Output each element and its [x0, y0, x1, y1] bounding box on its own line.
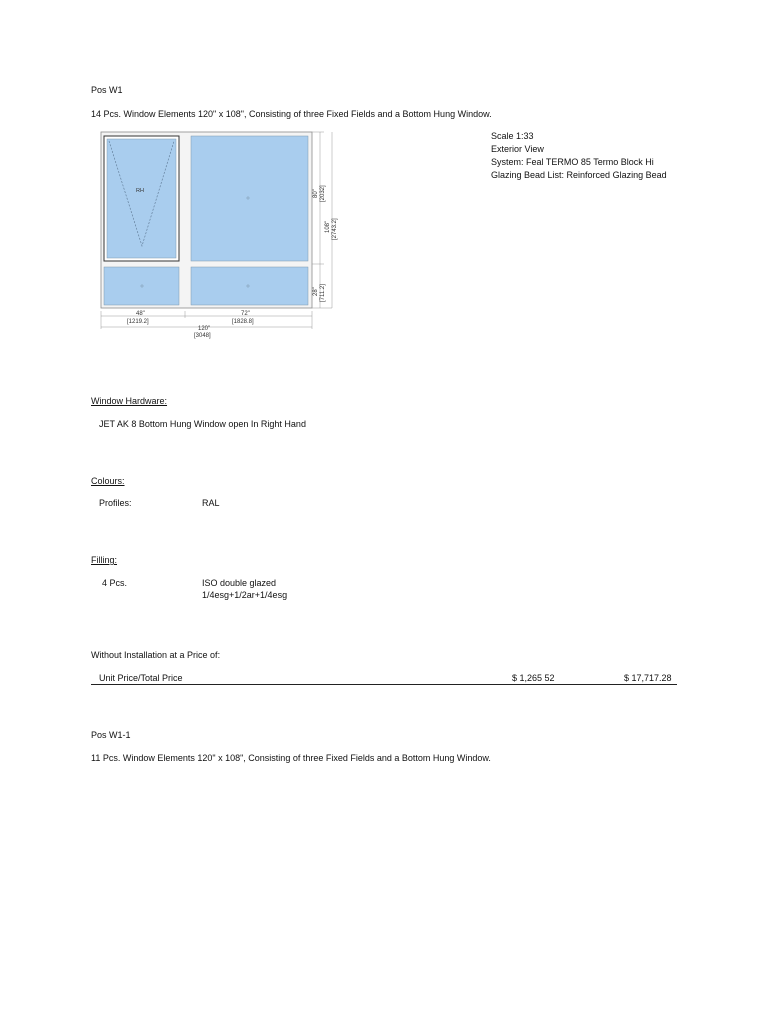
- fixed-field-top-right: [191, 136, 308, 261]
- dim-80-mm: [2032]: [320, 185, 326, 202]
- filling-count: 4 Pcs.: [102, 578, 128, 588]
- sash-glass: [107, 139, 176, 258]
- dim-120: 120": [198, 326, 211, 332]
- profiles-value: RAL: [202, 498, 220, 508]
- profiles-label: Profiles:: [99, 498, 132, 508]
- dim-72-mm: [1828.8]: [232, 319, 254, 325]
- price-divider: [91, 684, 677, 685]
- dim-28-mm: [711.2]: [320, 284, 326, 302]
- total-price: $ 17,717.28: [624, 673, 672, 683]
- dim-80: 80": [313, 189, 319, 198]
- pos-w1-1-title: Pos W1-1: [91, 730, 131, 740]
- dim-28: 28": [313, 287, 319, 296]
- pos-w1-description: 14 Pcs. Window Elements 120" x 108", Consisting of three Fixed Fields and a Bottom Hung Window.: [91, 109, 492, 119]
- price-label: Unit Price/Total Price: [99, 673, 183, 683]
- spec-scale: Scale 1:33: [491, 131, 534, 141]
- window-elevation-drawing: [96, 128, 338, 344]
- filling-line-1: ISO double glazed: [202, 578, 277, 588]
- pricing-intro: Without Installation at a Price of:: [91, 650, 221, 660]
- spec-glazing: Glazing Bead List: Reinforced Glazing Bead: [491, 170, 667, 180]
- dim-72: 72": [241, 311, 250, 317]
- sash-label: RH: [136, 188, 144, 194]
- hardware-text: JET AK 8 Bottom Hung Window open In Right Hand: [99, 419, 306, 429]
- dim-120-mm: [3048]: [194, 333, 211, 339]
- dim-108: 108": [325, 220, 331, 233]
- unit-price: $ 1,265 52: [512, 673, 555, 683]
- colours-heading: Colours:: [91, 476, 125, 486]
- dim-48-mm: [1219.2]: [127, 319, 149, 325]
- dim-48: 48": [136, 311, 145, 317]
- filling-line-2: 1/4esg+1/2ar+1/4esg: [202, 590, 288, 600]
- dim-108-mm: [2743.2]: [332, 218, 338, 240]
- filling-heading: Filling:: [91, 555, 118, 565]
- spec-view: Exterior View: [491, 144, 544, 154]
- pos-w1-title: Pos W1: [91, 85, 123, 95]
- pos-w1-1-description: 11 Pcs. Window Elements 120" x 108", Consisting of three Fixed Fields and a Bottom Hung Window.: [91, 753, 491, 763]
- hardware-heading: Window Hardware:: [91, 396, 168, 406]
- spec-system: System: Feal TERMO 85 Termo Block Hi: [491, 157, 654, 167]
